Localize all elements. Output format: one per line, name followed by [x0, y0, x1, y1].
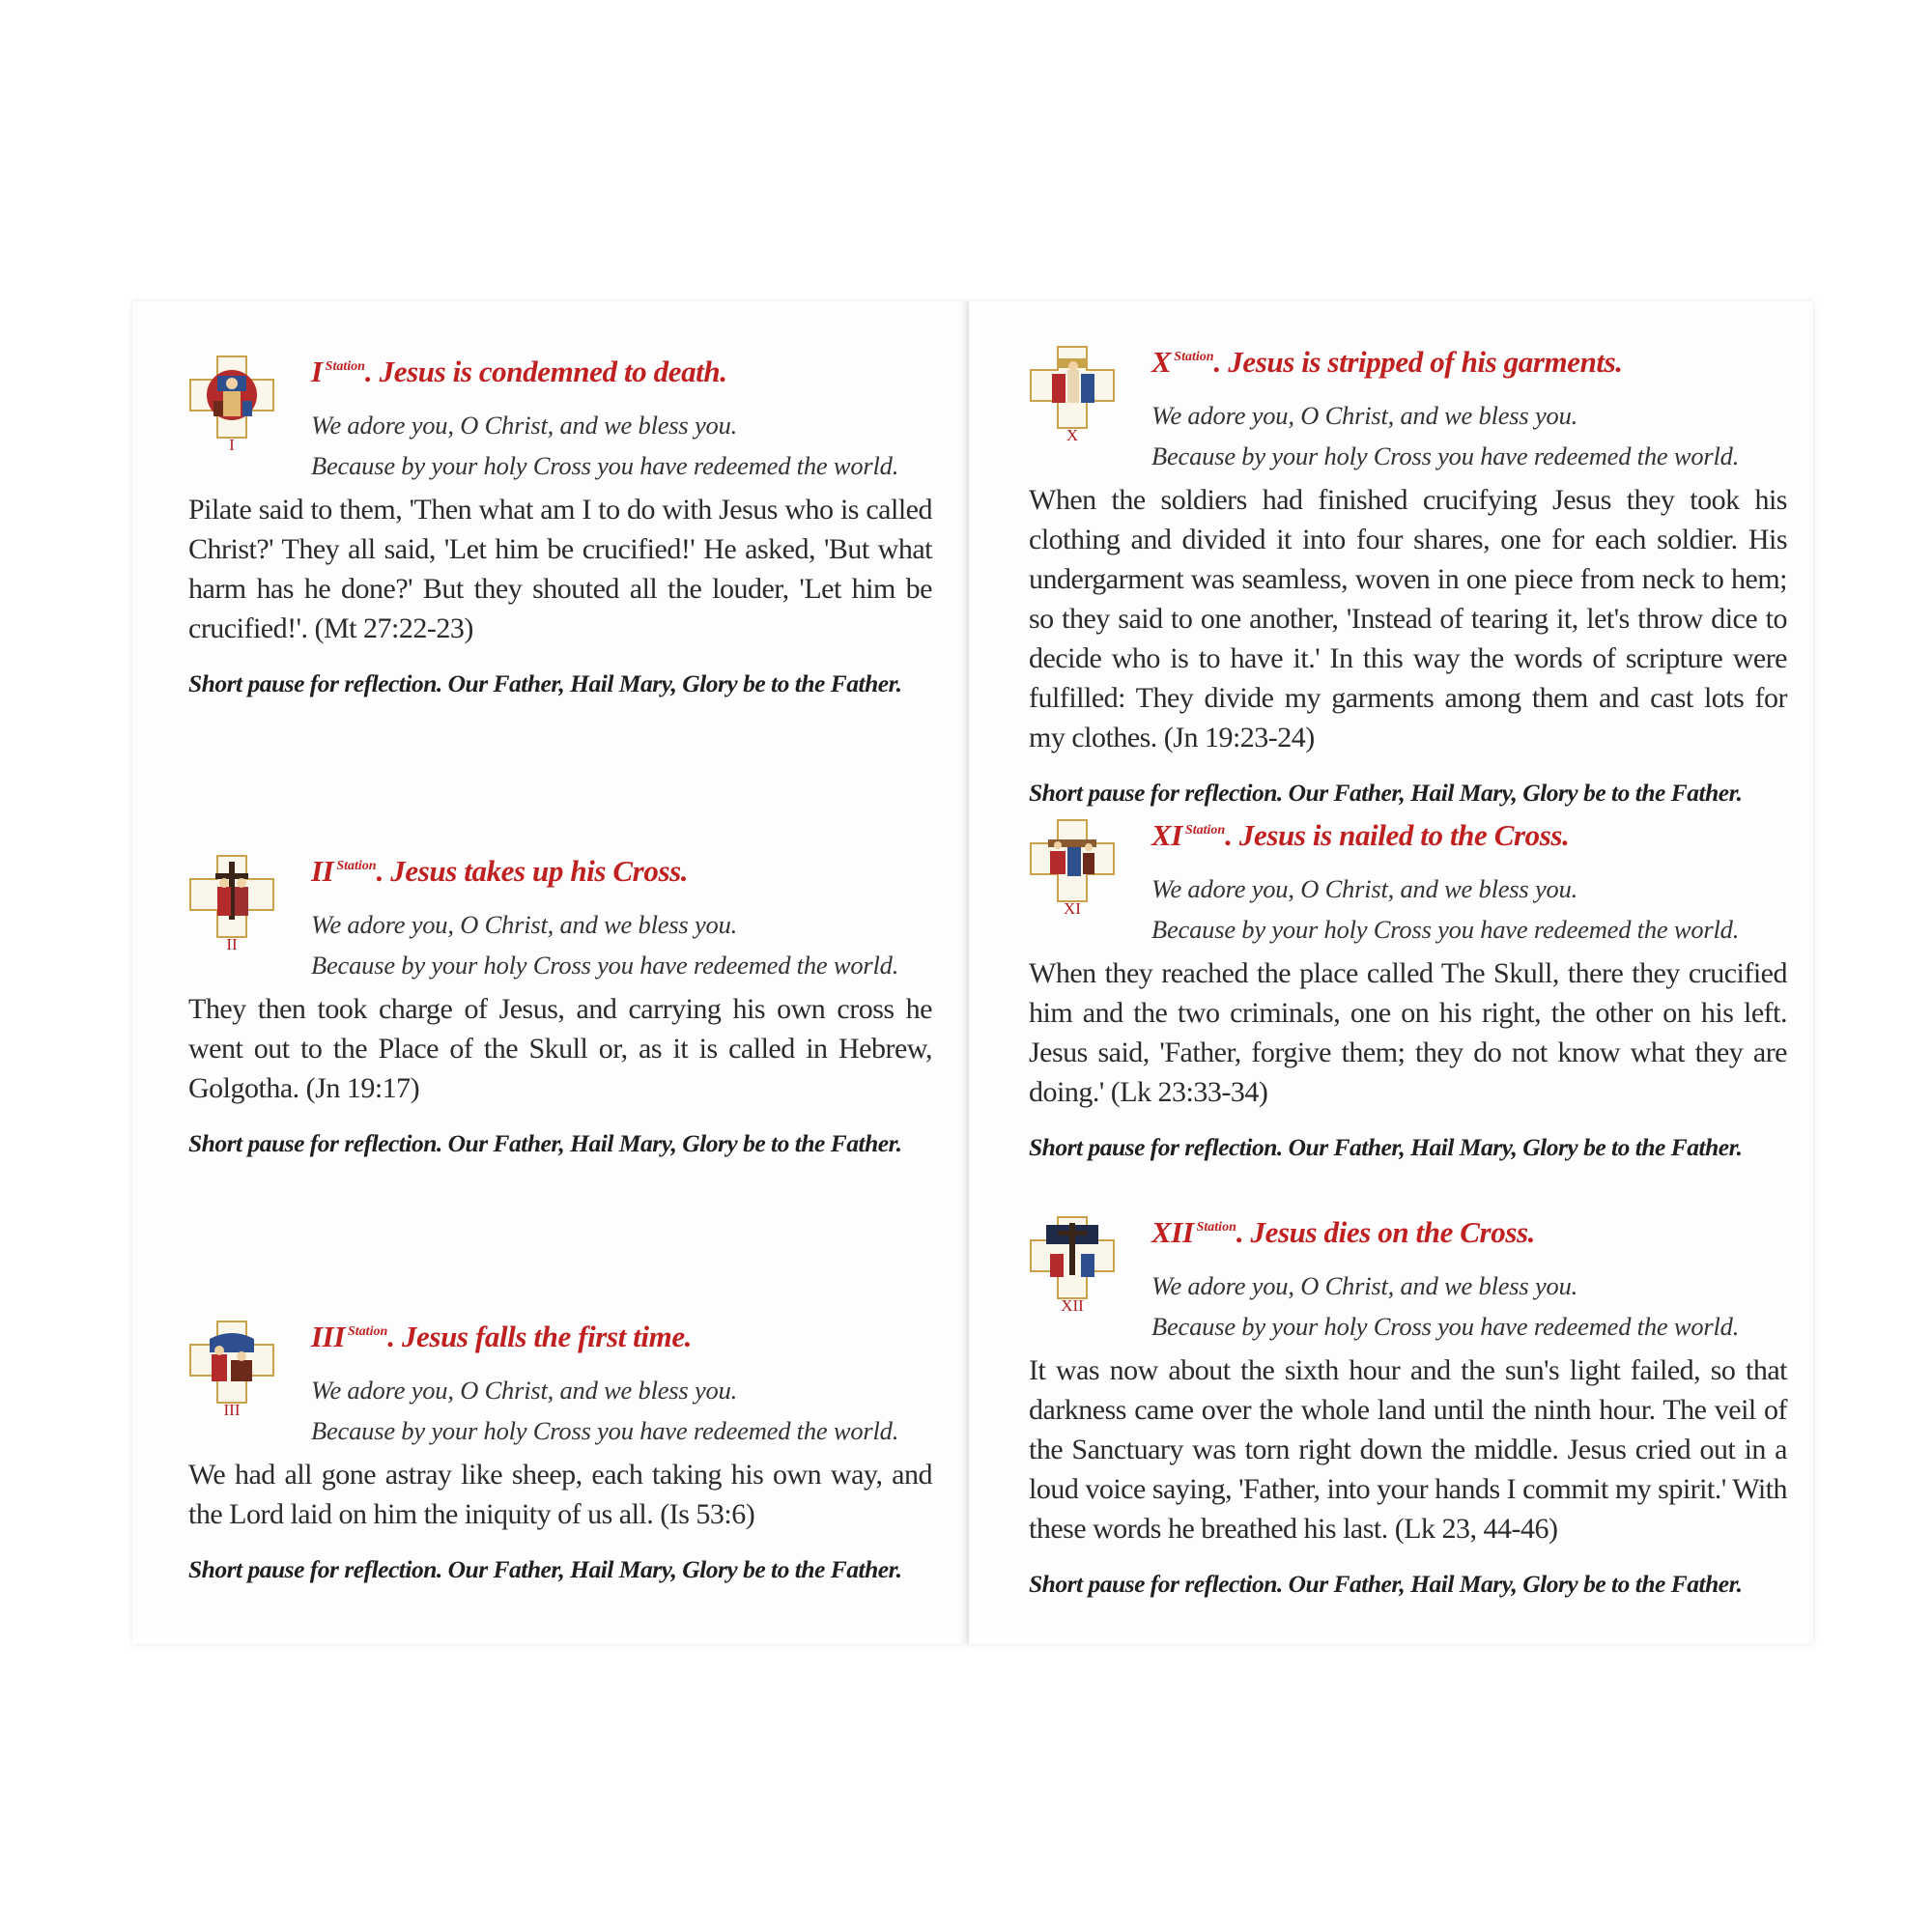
prayer-line: Short pause for reflection. Our Father, Hail Mary, Glory be to the Father.	[188, 1555, 902, 1583]
station-numeral: XII	[1151, 1215, 1194, 1249]
station-cross-icon	[1029, 345, 1116, 445]
station-numeral: I	[311, 355, 323, 388]
response-line: Because by your holy Cross you have redeemed the world.	[1151, 915, 1740, 944]
station-cross-icon	[188, 854, 275, 954]
station-cross-icon	[188, 1320, 275, 1420]
station-numeral: X	[1151, 345, 1172, 379]
scripture-text: We had all gone astray like sheep, each taking his own way, and the Lord laid on him the iniquity of us all. (Is 53:6)	[188, 1459, 932, 1530]
scripture-text: When they reached the place called The Skull, there they crucified him and the two criminals, one on his right, the other on his left. Jesus said, 'Father, forgive them; they do not know what they are doing.' (Lk 23:33-34)	[1029, 957, 1787, 1108]
response-line: Because by your holy Cross you have redeemed the world.	[311, 1416, 899, 1445]
station-cross-icon	[188, 355, 275, 455]
station-word: Station	[336, 859, 377, 873]
left-page	[132, 301, 969, 1644]
station-card	[1029, 1215, 1787, 1599]
station-numeral: III	[311, 1320, 345, 1353]
scripture-text: Pilate said to them, 'Then what am I to do with Jesus who is called Christ?' They all said, 'Let him be crucified!' He asked, 'But what harm has he done?' But they shouted all the louder, 'Let him be crucified!'. (Mt 27:22-23)	[188, 494, 932, 644]
station-title	[1151, 818, 1569, 852]
station-title-text: . Jesus is condemned to death.	[364, 355, 727, 388]
prayer-line: Short pause for reflection. Our Father, Hail Mary, Glory be to the Father.	[1029, 1133, 1743, 1161]
prayer-line: Short pause for reflection. Our Father, Hail Mary, Glory be to the Father.	[188, 669, 902, 697]
prayer-line: Short pause for reflection. Our Father, Hail Mary, Glory be to the Father.	[1029, 779, 1743, 807]
station-card	[188, 854, 932, 1158]
station-heading	[311, 355, 932, 405]
station-title-text: . Jesus falls the first time.	[387, 1320, 693, 1353]
scripture-text: When the soldiers had finished crucifying Jesus they took his clothing and divided it into four shares, one for each soldier. His undergarment was seamless, woven in one piece from neck to hem; so they said to one another, 'Instead of tearing it, let's throw dice to decide who is to have it.' In this way the words of scripture were fulfilled: They divide my garments among them and cast lots for my clothes. (Jn 19:23-24)	[1029, 484, 1787, 753]
station-icon-numeral: X	[1065, 426, 1079, 444]
station-icon-numeral: XI	[1064, 899, 1081, 918]
station-title-text: . Jesus is stripped of his garments.	[1213, 345, 1623, 379]
station-title	[1151, 1215, 1535, 1249]
station-cross-icon	[1029, 818, 1116, 919]
station-icon-numeral: II	[226, 935, 238, 953]
station-numeral: XI	[1151, 818, 1182, 852]
station-heading	[311, 854, 932, 904]
adoration-line: We adore you, O Christ, and we bless you.	[311, 411, 738, 440]
station-word: Station	[1196, 1220, 1236, 1235]
station-title-text: . Jesus takes up his Cross.	[376, 854, 689, 888]
adoration-line: We adore you, O Christ, and we bless you.	[311, 1376, 738, 1405]
station-word: Station	[348, 1324, 388, 1339]
station-title-text: . Jesus dies on the Cross.	[1236, 1215, 1535, 1249]
station-word: Station	[1184, 823, 1226, 838]
station-card	[1029, 345, 1787, 808]
station-numeral: II	[311, 854, 334, 888]
response-line: Because by your holy Cross you have redeemed the world.	[311, 951, 899, 980]
station-title-text: . Jesus is nailed to the Cross.	[1225, 818, 1570, 852]
prayer-line: Short pause for reflection. Our Father, Hail Mary, Glory be to the Father.	[1029, 1570, 1743, 1598]
station-heading	[1151, 1215, 1787, 1265]
scripture-text: They then took charge of Jesus, and carrying his own cross he went out to the Place of the Skull or, as it is called in Hebrew, Golgotha. (Jn 19:17)	[188, 993, 932, 1104]
station-title	[1151, 345, 1623, 379]
station-word: Station	[1174, 350, 1214, 364]
station-card	[188, 1320, 932, 1584]
response-line: Because by your holy Cross you have redeemed the world.	[311, 451, 899, 480]
adoration-line: We adore you, O Christ, and we bless you.	[1151, 401, 1578, 430]
station-heading	[1151, 818, 1787, 868]
station-card	[188, 355, 932, 698]
adoration-line: We adore you, O Christ, and we bless you.	[311, 910, 738, 939]
right-page	[969, 301, 1813, 1644]
station-cross-icon	[1029, 1215, 1116, 1316]
adoration-line: We adore you, O Christ, and we bless you.	[1151, 874, 1578, 903]
station-heading	[311, 1320, 932, 1370]
station-card	[1029, 818, 1787, 1162]
response-line: Because by your holy Cross you have redeemed the world.	[1151, 441, 1740, 470]
station-icon-numeral: III	[223, 1401, 241, 1419]
station-title	[311, 1320, 692, 1353]
booklet-spread	[132, 301, 1813, 1644]
response-line: Because by your holy Cross you have redeemed the world.	[1151, 1312, 1740, 1341]
station-word: Station	[325, 359, 365, 374]
station-title	[311, 854, 688, 888]
prayer-line: Short pause for reflection. Our Father, Hail Mary, Glory be to the Father.	[188, 1129, 902, 1157]
scripture-text: It was now about the sixth hour and the sun's light failed, so that darkness came over the whole land until the ninth hour. The veil of the Sanctuary was torn right down the middle. Jesus cried out in a loud voice saying, 'Father, into your hands I commit my spirit.' With these words he breathed his last. (Lk 23, 44-46)	[1029, 1354, 1787, 1545]
station-heading	[1151, 345, 1787, 395]
adoration-line: We adore you, O Christ, and we bless you.	[1151, 1271, 1578, 1300]
station-title	[311, 355, 727, 388]
station-icon-numeral: I	[229, 436, 235, 454]
station-icon-numeral: XII	[1061, 1296, 1084, 1315]
